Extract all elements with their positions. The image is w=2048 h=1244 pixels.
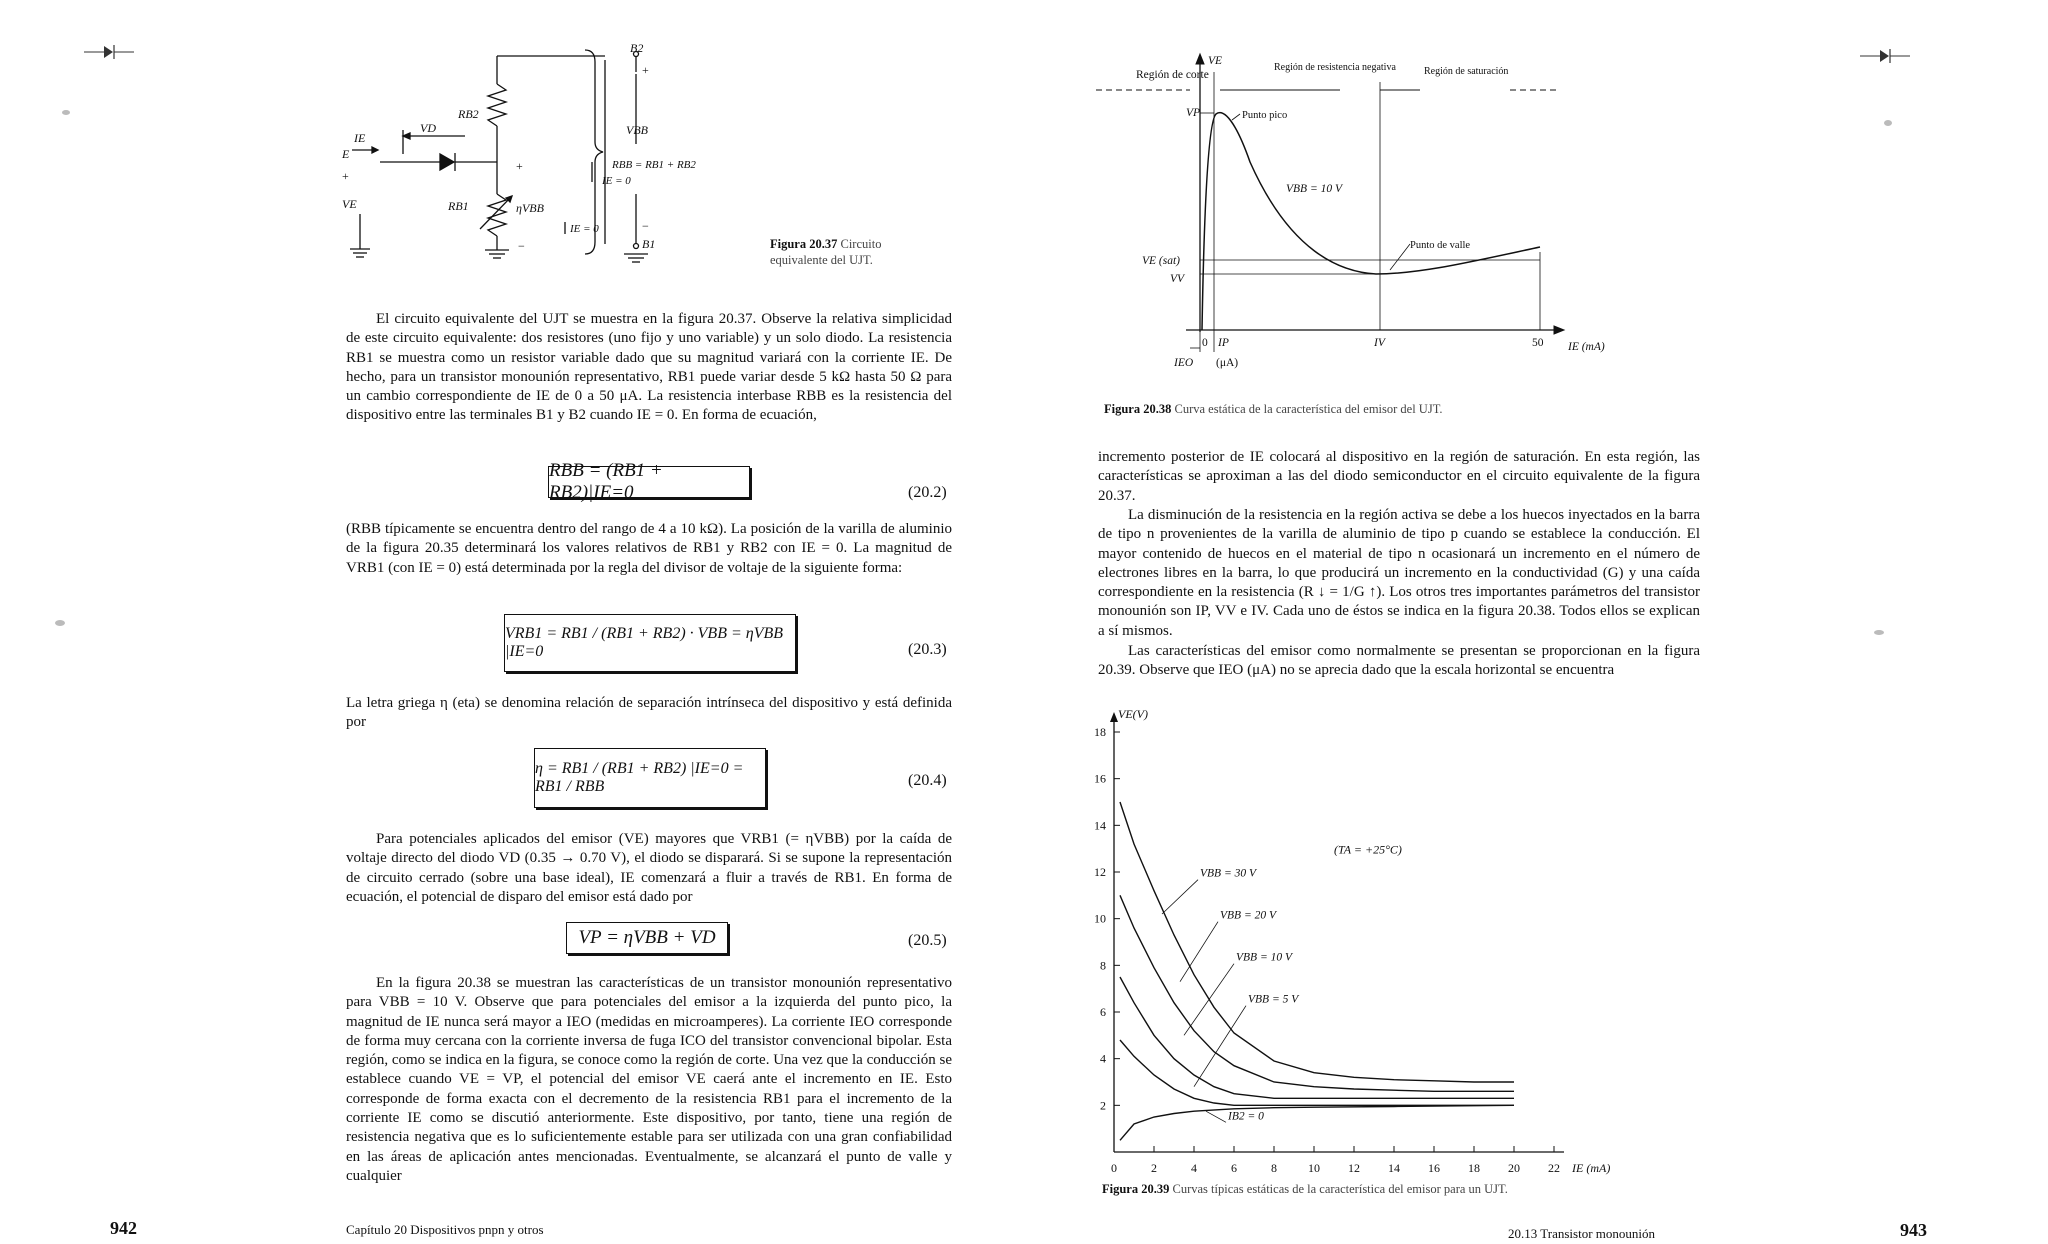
y-tick-label: 8 — [1100, 958, 1106, 973]
figure-20-39-chart — [1080, 700, 1640, 1178]
x-tick-label: 12 — [1348, 1161, 1360, 1175]
ie0-a-label: IE = 0 — [602, 175, 631, 187]
y-tick-label: 10 — [1094, 911, 1106, 926]
y-tick-label: 14 — [1094, 818, 1106, 833]
ve-label: VE — [342, 197, 357, 211]
equation-20-2-number: (20.2) — [908, 484, 947, 501]
left-para-1: El circuito equivalente del UJT se muestra en la figura 20.37. Observe la relativa simplicidad de este circuito equivalente: dos resistores (uno fijo y uno variable) y un solo diodo. La resistencia RB1 se muestra como un resistor variable dado que su magnitud variará con la corriente IE. De hecho, para un transistor monounión representativo, RB1 puede variar desde 5 kΩ hasta 50 Ω para un cambio correspondiente de IE de 0 a 50 μA. La resistencia interbase RBB es la resistencia del dispositivo entre las terminales B1 y B2 cuando IE = 0. En forma de ecuación, — [346, 311, 952, 424]
iv-label: IV — [1374, 337, 1385, 349]
left-para-5: En la figura 20.38 se muestran las características de un transistor monounión representativo para VBB = 10 V. Observe que para potenciales del emisor a la izquierda del punto pico, la magnitud de IE nunca será mayor a IEO (medidas en microamperes). La corriente IEO corresponde de forma muy cercana con la corriente inversa de fuga ICO del transistor convencional bipolar. Esta región, como se indica en la figura, se conoce como la región de corte. Una vez que la conducción se establece cuando VE = VP, el potencial del emisor VE caerá ante el incremento en IE. Esto corresponde de forma exacta con el decremento de la resistencia RB1 para el incremento de la corriente IE como se discutió anteriormente. Este dispositivo, por tanto, tiene una región de resistencia negativa que es lo suficientemente estable para ser utilizada con una gran confiabilidad en las áreas de aplicación antes mencionadas. Eventualmente, se alcanzará el punto de valle y cualquier — [346, 975, 952, 1184]
running-head-right: 20.13 Transistor monounión — [1508, 1226, 1655, 1241]
vbb-label: VBB — [626, 123, 648, 137]
vd-label: VD — [420, 121, 436, 135]
x-tick-label: 10 — [1308, 1161, 1320, 1175]
plus-left-label: + — [342, 169, 349, 183]
region-corte-label: Región de corte — [1136, 69, 1209, 81]
b2-label: B2 — [630, 44, 644, 55]
figure-20-38-chart — [1090, 52, 1630, 392]
scan-speck — [1884, 120, 1892, 126]
x-tick-label: 20 — [1508, 1161, 1520, 1175]
left-para-2: (RBB típicamente se encuentra dentro del rango de 4 a 10 kΩ). La posición de la varilla de aluminio de la figura 20.35 determinará los valores relativos de RB1 y RB2 con IE = 0. La magnitud de VRB1 (con IE = 0) está determinada por la regla del divisor de voltaje de la siguiente forma: — [346, 521, 952, 576]
right-para-1: incremento posterior de IE colocará al dispositivo en la región de saturación. En esta región, las características se aproximan a las del diodo semiconductor en el circuito equivalente de la figura 20.37. — [1098, 449, 1700, 504]
series-label: VBB = 5 V — [1248, 993, 1299, 1006]
x-tick-label: 22 — [1548, 1161, 1560, 1175]
ie-label: IE — [354, 131, 366, 145]
right-para-3: Las características del emisor como normalmente se presentan se proporcionan en la figura 20.39. Observe que IEO (μA) no se aprecia dado que la escala horizontal se encuentra — [1098, 643, 1700, 679]
region-neg-label: Región de resistencia negativa — [1274, 62, 1396, 73]
corner-diode-icon-left — [84, 40, 136, 64]
running-head-left: Capítulo 20 Dispositivos pnpn y otros — [346, 1222, 544, 1237]
y-axis-arrow — [1110, 712, 1118, 722]
page-number-right: 943 — [1900, 1220, 1927, 1240]
caption-text: Curva estática de la característica del emisor del UJT. — [1174, 402, 1443, 416]
series-label-leader — [1194, 1006, 1246, 1087]
right-para-2: La disminución de la resistencia en la región activa se debe a los huecos inyectados en la barra de tipo n provenientes de la varilla de aluminio de tipo p cuando se establece la conducción. El mayor contenido de huecos en el material de tipo n ocasionará un incremento en el número de electrones libres en la barra, lo que producirá un incremento en la conductividad (G) y una caída correspondiente en la resistencia (R ↓ = 1/G ↑). Los otros tres importantes parámetros del transistor monounión son IP, VV e IV. Cada uno de éstos se indica en la figura 20.38. Todos ellos se explican a sí mismos. — [1098, 507, 1700, 639]
x-tick-label: 8 — [1271, 1161, 1277, 1175]
series-line — [1120, 895, 1514, 1091]
scan-speck — [1874, 630, 1884, 635]
y-tick-label: 12 — [1094, 865, 1106, 879]
b1-label: B1 — [642, 237, 656, 251]
rb1-label: RB1 — [448, 199, 469, 213]
x-tick-label: 16 — [1428, 1161, 1440, 1175]
ve-sat-label: VE (sat) — [1142, 255, 1181, 267]
left-para-3: La letra griega η (eta) se denomina relación de separación intrínseca del dispositivo y está definida por — [346, 695, 952, 731]
rbb-eq-label: RBB = RB1 + RB2 — [612, 159, 696, 171]
ieo-label: IEO — [1174, 357, 1194, 369]
vv-label: VV — [1170, 273, 1185, 285]
series-label-leader — [1206, 1111, 1226, 1122]
rb2-label: RB2 — [458, 107, 479, 121]
scan-speck — [55, 620, 65, 626]
ie-ma-label: IE (mA) — [1568, 341, 1605, 353]
series-label-leader — [1180, 922, 1218, 982]
left-para-4: Para potenciales aplicados del emisor (VE) mayores que VRB1 (= ηVBB) por la caída de voltaje directo del diodo VD (0.35 → 0.70 V), el diodo se disparará. Si se supone la representación de circuito cerrado (sobre una base ideal), IE comenzará a fluir a través de RB1. En forma de ecuación, el potencial de disparo del emisor está dado por — [346, 831, 952, 905]
figure-20-37-circuit — [340, 44, 760, 274]
vp-label: VP — [1186, 107, 1201, 119]
ve-axis-label: VE — [1208, 55, 1223, 67]
punto-pico-label: Punto pico — [1242, 110, 1288, 121]
y-axis-label: VE(V) — [1118, 707, 1148, 721]
minus-mid-label: − — [518, 239, 525, 253]
vbb10-label: VBB = 10 V — [1286, 183, 1342, 195]
equation-20-2: RBB = (RB1 + RB2)|IE=0 — [548, 466, 750, 498]
series-label: IB2 = 0 — [1228, 1110, 1264, 1123]
x-tick-label: 6 — [1231, 1161, 1237, 1175]
caption-text: Curvas típicas estáticas de la característica del emisor para un UJT. — [1172, 1182, 1508, 1196]
equation-20-5-number: (20.5) — [908, 932, 947, 949]
equation-20-3-number: (20.3) — [908, 641, 947, 658]
ie0-b-label: IE = 0 — [570, 223, 599, 235]
equation-20-3: VRB1 = RB1 / (RB1 + RB2) · VBB = ηVBB |IE=0 — [504, 614, 796, 672]
ua-label: (μA) — [1216, 357, 1239, 369]
corner-diode-icon-right — [1860, 44, 1912, 68]
region-sat-label: Región de saturación — [1424, 66, 1509, 77]
equation-20-4: η = RB1 / (RB1 + RB2) |IE=0 = RB1 / RBB — [534, 748, 766, 808]
caption-label: Figura 20.37 — [770, 237, 838, 251]
x-tick-label: 2 — [1151, 1161, 1157, 1175]
x-tick-label: 0 — [1111, 1161, 1117, 1175]
series-line — [1120, 1105, 1514, 1140]
equation-20-4-number: (20.4) — [908, 772, 947, 789]
temperature-annotation: (TA = +25°C) — [1334, 842, 1402, 857]
y-tick-label: 6 — [1100, 1005, 1106, 1019]
caption-label: Figura 20.39 — [1102, 1182, 1170, 1196]
y-tick-label: 2 — [1100, 1098, 1106, 1113]
page-number-left: 942 — [110, 1218, 137, 1238]
y-tick-label: 4 — [1100, 1051, 1106, 1066]
e-label: E — [342, 147, 350, 161]
eta-vbb-label: ηVBB — [516, 201, 544, 215]
figure-20-37-caption — [770, 236, 910, 268]
plus-mid-label: + — [516, 159, 523, 173]
caption-text: Circuito equivalente del UJT. — [770, 237, 882, 267]
figure-20-39-caption — [1102, 1182, 1508, 1197]
plus-top-label: + — [642, 63, 649, 77]
scan-speck — [62, 110, 70, 115]
fifty-label: 50 — [1532, 337, 1544, 349]
x-tick-label: 4 — [1191, 1161, 1197, 1175]
y-tick-label: 18 — [1094, 725, 1106, 739]
series-line — [1120, 977, 1514, 1098]
series-label: VBB = 10 V — [1236, 951, 1292, 964]
zero-label: 0 — [1202, 337, 1208, 349]
figure-20-38-caption — [1104, 402, 1443, 417]
ip-label: IP — [1218, 337, 1229, 349]
x-tick-label: 14 — [1388, 1161, 1400, 1175]
minus-right-label: − — [642, 219, 649, 233]
series-line — [1120, 802, 1514, 1082]
punto-valle-label: Punto de valle — [1410, 240, 1471, 251]
x-tick-label: 18 — [1468, 1161, 1480, 1175]
series-label: VBB = 30 V — [1200, 867, 1256, 880]
series-label-leader — [1162, 880, 1198, 914]
equation-20-5: VP = ηVBB + VD — [566, 922, 728, 954]
caption-label: Figura 20.38 — [1104, 402, 1172, 416]
x-axis-label: IE (mA) — [1572, 1161, 1611, 1175]
y-tick-label: 16 — [1094, 771, 1106, 786]
series-label-leader — [1184, 964, 1234, 1036]
series-label: VBB = 20 V — [1220, 909, 1276, 922]
